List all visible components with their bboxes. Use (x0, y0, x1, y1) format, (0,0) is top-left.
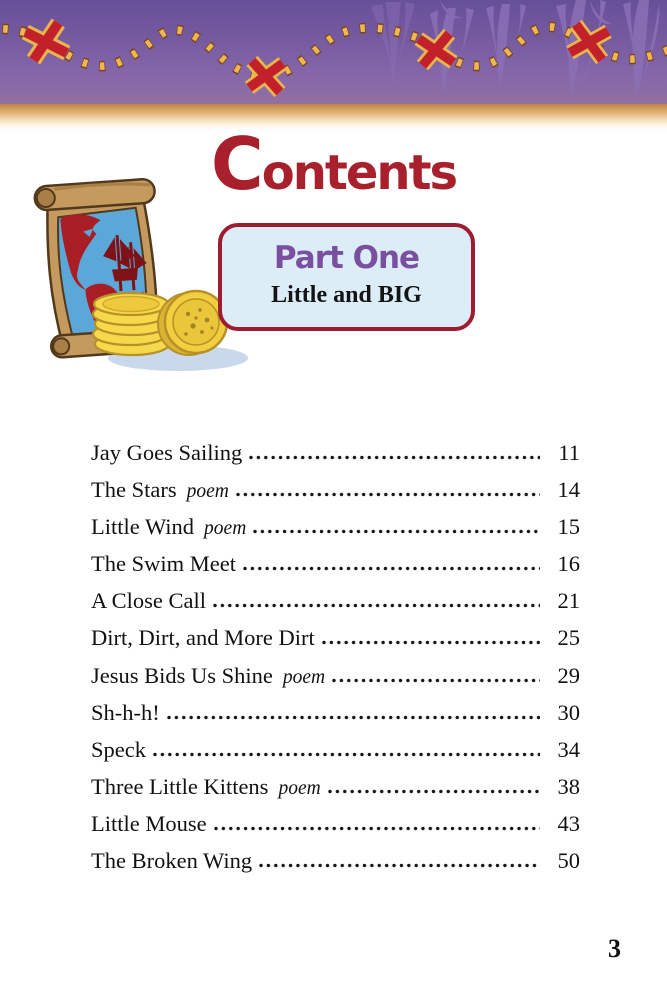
dot-leader (249, 455, 540, 460)
entry-page-number: 34 (557, 736, 580, 762)
toc-entry (91, 588, 580, 625)
entry-title: Jay Goes Sailing (91, 440, 243, 465)
entry-title: Little Mouse (91, 810, 207, 836)
toc-entry (91, 477, 580, 514)
dot-leader (259, 863, 540, 868)
entry-title: The Broken Wing (91, 848, 253, 874)
entry-page-number: 43 (557, 810, 580, 836)
dot-leader (332, 678, 540, 683)
entry-title: The Swim Meet (91, 551, 236, 577)
entry-page-number: 50 (557, 848, 580, 874)
entry-title: A Close Call (91, 588, 207, 614)
dot-leader (253, 529, 540, 534)
entry-title: Speck (91, 736, 146, 762)
toc-entry (91, 551, 580, 588)
title-initial: C (210, 122, 262, 206)
entry-title: Three Little Kittens (91, 773, 269, 799)
poem-label: poem (278, 777, 321, 799)
poem-label: poem (204, 518, 247, 540)
toc-entry (91, 625, 580, 662)
part-title: Little and BIG (271, 282, 422, 308)
entry-title: The Stars (91, 477, 177, 503)
toc-entry (91, 811, 580, 848)
entry-page-number: 25 (557, 625, 580, 651)
header-band (0, 0, 667, 104)
poem-label: poem (282, 666, 326, 688)
x-marks-icon (25, 23, 609, 92)
entry-page-number: 29 (557, 662, 580, 688)
part-label: Part One (273, 240, 420, 276)
entry-page-number: 21 (557, 588, 580, 614)
entry-page-number: 15 (557, 514, 580, 540)
part-one-box (218, 223, 475, 331)
dot-leader (213, 603, 540, 608)
toc-entry (91, 774, 580, 811)
toc-entry (91, 440, 580, 477)
table-of-contents (91, 440, 580, 885)
dot-leader (243, 566, 540, 571)
dot-leader (167, 715, 540, 720)
dot-leader (322, 640, 540, 645)
dot-leader (153, 752, 540, 757)
dotted-trail-icon (0, 27, 667, 77)
toc-entry (91, 848, 580, 885)
toc-entry (91, 514, 580, 551)
entry-title: Little Wind (91, 514, 195, 540)
dot-leader (214, 826, 540, 831)
entry-page-number: 14 (557, 477, 580, 503)
entry-page-number: 30 (557, 699, 580, 725)
toc-entry (91, 700, 580, 737)
toc-entry (91, 663, 580, 700)
entry-page-number: 38 (557, 773, 580, 799)
dot-leader (236, 492, 540, 497)
entry-title: Sh-h-h! (91, 699, 160, 725)
gold-coins-icon (93, 291, 227, 355)
poem-label: poem (186, 481, 229, 503)
entry-page-number: 11 (558, 440, 580, 465)
sand-gradient-strip (0, 104, 667, 130)
treasure-trail-decoration-icon (0, 0, 667, 104)
entry-title: Dirt, Dirt, and More Dirt (91, 625, 315, 651)
title-rest: ontents (261, 145, 457, 201)
entry-title: Jesus Bids Us Shine (91, 662, 273, 688)
entry-page-number: 16 (557, 551, 580, 577)
folio-page-number: 3 (608, 934, 621, 963)
dot-leader (328, 789, 540, 794)
palm-trees-icon (371, 0, 659, 98)
toc-entry (91, 737, 580, 774)
